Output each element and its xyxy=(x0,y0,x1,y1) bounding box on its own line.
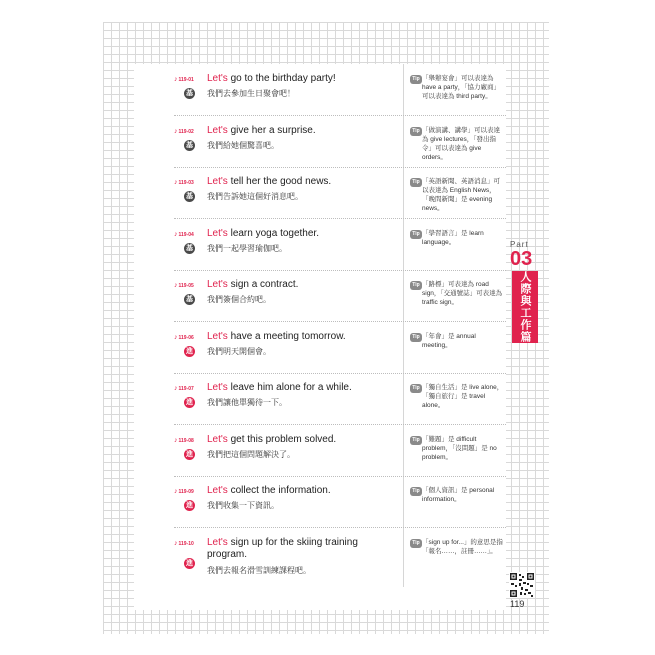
lets-keyword: Let's xyxy=(207,279,228,290)
music-note-icon: ♪ xyxy=(174,127,178,135)
part-tab-title: 人際與工作篇 xyxy=(519,271,531,343)
part-number: 03 xyxy=(510,248,533,270)
sentence-rest: give her a surprise. xyxy=(227,124,316,136)
lets-keyword: Let's xyxy=(207,330,228,342)
lets-keyword: Let's xyxy=(207,176,228,187)
tip-badge: Tip xyxy=(410,333,422,342)
sentence-row xyxy=(134,270,506,322)
sentence-rest: go to the birthday party! xyxy=(227,73,336,84)
english-sentence xyxy=(207,485,387,497)
level-badge: 基 xyxy=(186,141,193,149)
track-number: 119-05 xyxy=(178,283,194,289)
sentence-row xyxy=(134,64,506,116)
tip-note: 「獨自生活」是 live alone，「獨自旅行」是 travel alone。 xyxy=(422,384,504,409)
audio-track-label[interactable] xyxy=(174,334,194,342)
english-sentence xyxy=(207,382,387,394)
track-number: 119-06 xyxy=(178,334,194,341)
track-number: 119-10 xyxy=(178,540,194,547)
level-badge: 進 xyxy=(186,450,193,458)
audio-track-label[interactable] xyxy=(174,179,194,187)
audio-track-label[interactable] xyxy=(174,128,194,136)
english-sentence xyxy=(207,331,387,343)
level-badge: 基 xyxy=(186,296,193,303)
sentence-rest: get this problem solved. xyxy=(227,433,337,445)
audio-track-label[interactable] xyxy=(174,231,194,239)
sentence-rest: sign a contract. xyxy=(227,279,299,290)
lets-keyword: Let's xyxy=(207,382,228,393)
audio-track-label[interactable] xyxy=(174,437,194,445)
audio-track-label[interactable] xyxy=(174,385,194,393)
music-note-icon: ♪ xyxy=(174,230,178,238)
audio-track-label[interactable] xyxy=(174,282,194,290)
tip-note: 「英語新聞、英語消息」可以表達為 English News，「晚間新聞」是 evening news。 xyxy=(422,178,500,212)
music-note-icon: ♪ xyxy=(174,179,178,186)
level-badge: 基 xyxy=(186,90,193,97)
tip-note: 「舉辦宴會」可以表達為 have a party，「協力廠商」可以表達為 third party。 xyxy=(422,75,501,100)
lets-keyword: Let's xyxy=(207,124,228,136)
audio-track-label[interactable] xyxy=(174,540,194,548)
tip-note: 「年會」是 annual meeting。 xyxy=(422,332,476,349)
tip-note: 「做演講、講學」可以表達為 give lectures，「發出指令」可以表達為 give orders。 xyxy=(422,126,500,161)
chinese-translation: 我們把這個問題解決了。 xyxy=(207,449,295,459)
track-number: 119-03 xyxy=(178,180,194,186)
sentence-rest: collect the information. xyxy=(227,485,331,496)
level-badge: 進 xyxy=(186,347,193,355)
music-note-icon: ♪ xyxy=(174,76,178,83)
level-badge: 進 xyxy=(186,502,193,509)
sentence-rest: have a meeting tomorrow. xyxy=(227,330,346,342)
tip-badge: Tip xyxy=(410,127,422,136)
english-sentence xyxy=(207,537,387,561)
tip-badge: Tip xyxy=(410,75,422,84)
sentence-row xyxy=(134,476,506,528)
sentence-rest: tell her the good news. xyxy=(227,176,332,187)
audio-track-label[interactable] xyxy=(174,76,194,84)
chinese-translation: 我們給她個驚喜吧。 xyxy=(207,140,279,150)
sentence-row xyxy=(134,116,506,168)
music-note-icon: ♪ xyxy=(174,488,178,495)
page-number: 119 xyxy=(510,599,525,609)
chinese-translation: 我們簽個合約吧。 xyxy=(207,295,271,304)
chinese-translation: 我們去報名滑雪訓練課程吧。 xyxy=(207,565,311,575)
tip-badge: Tip xyxy=(410,539,422,548)
track-number: 119-04 xyxy=(178,231,194,238)
part-label: Part xyxy=(510,240,529,249)
tip-note: 「學習語言」是 learn language。 xyxy=(422,229,484,246)
tip-badge: Tip xyxy=(410,436,422,445)
level-badge: 基 xyxy=(186,244,193,252)
tip-badge: Tip xyxy=(410,384,422,393)
sentence-row xyxy=(134,425,506,477)
sentence-rest: learn yoga together. xyxy=(227,227,319,239)
music-note-icon: ♪ xyxy=(174,282,178,289)
part-tab xyxy=(512,271,538,343)
chinese-translation: 我們去參加生日聚會吧！ xyxy=(207,89,295,98)
tip-note: 「sign up for...」的意思是指「報名……，註冊……」。 xyxy=(422,538,503,555)
sentence-row xyxy=(134,322,506,374)
music-note-icon: ♪ xyxy=(174,436,178,444)
chinese-translation: 我們一起學習瑜伽吧。 xyxy=(207,243,287,253)
chinese-translation: 我們明天開個會。 xyxy=(207,346,271,356)
sentence-row xyxy=(134,528,506,580)
track-number: 119-08 xyxy=(178,437,194,444)
track-number: 119-02 xyxy=(178,128,194,135)
tip-badge: Tip xyxy=(410,281,422,290)
sentence-row xyxy=(134,373,506,425)
tip-note: 「個人資訊」是 personal information。 xyxy=(422,487,495,503)
sentence-row xyxy=(134,167,506,219)
sentence-row xyxy=(134,219,506,271)
track-number: 119-01 xyxy=(178,77,194,83)
lets-keyword: Let's xyxy=(207,485,228,496)
lets-keyword: Let's xyxy=(207,536,228,548)
tip-badge: Tip xyxy=(410,230,422,239)
sentence-rest: sign up for the skiing training program. xyxy=(207,536,358,560)
english-sentence xyxy=(207,434,387,446)
chinese-translation: 我們告訴她這個好消息吧。 xyxy=(207,192,303,201)
lets-keyword: Let's xyxy=(207,73,228,84)
chinese-translation: 我們收集一下資訊。 xyxy=(207,501,279,510)
chinese-translation: 我們讓他單獨待一下。 xyxy=(207,398,287,407)
english-sentence xyxy=(207,176,387,188)
music-note-icon: ♪ xyxy=(174,539,178,547)
tip-badge: Tip xyxy=(410,487,422,496)
english-sentence xyxy=(207,73,387,85)
english-sentence xyxy=(207,125,387,137)
track-number: 119-07 xyxy=(178,386,194,392)
lets-keyword: Let's xyxy=(207,433,228,445)
tip-note: 「路標」可表達為 road sign，「交通號誌」可表達為 traffic sign。 xyxy=(422,281,503,306)
audio-track-label[interactable] xyxy=(174,488,194,496)
track-number: 119-09 xyxy=(178,489,194,495)
english-sentence xyxy=(207,279,387,291)
level-badge: 進 xyxy=(186,399,193,406)
level-badge: 基 xyxy=(186,193,193,200)
tip-badge: Tip xyxy=(410,178,422,187)
level-badge: 進 xyxy=(186,559,193,567)
sentence-rest: leave him alone for a while. xyxy=(227,382,352,393)
lets-keyword: Let's xyxy=(207,227,228,239)
tip-note: 「難題」是 difficult problem，「沒問題」是 no problem。 xyxy=(422,435,497,461)
music-note-icon: ♪ xyxy=(174,333,178,341)
english-sentence xyxy=(207,228,387,240)
music-note-icon: ♪ xyxy=(174,385,178,392)
qr-code-icon xyxy=(509,572,535,598)
